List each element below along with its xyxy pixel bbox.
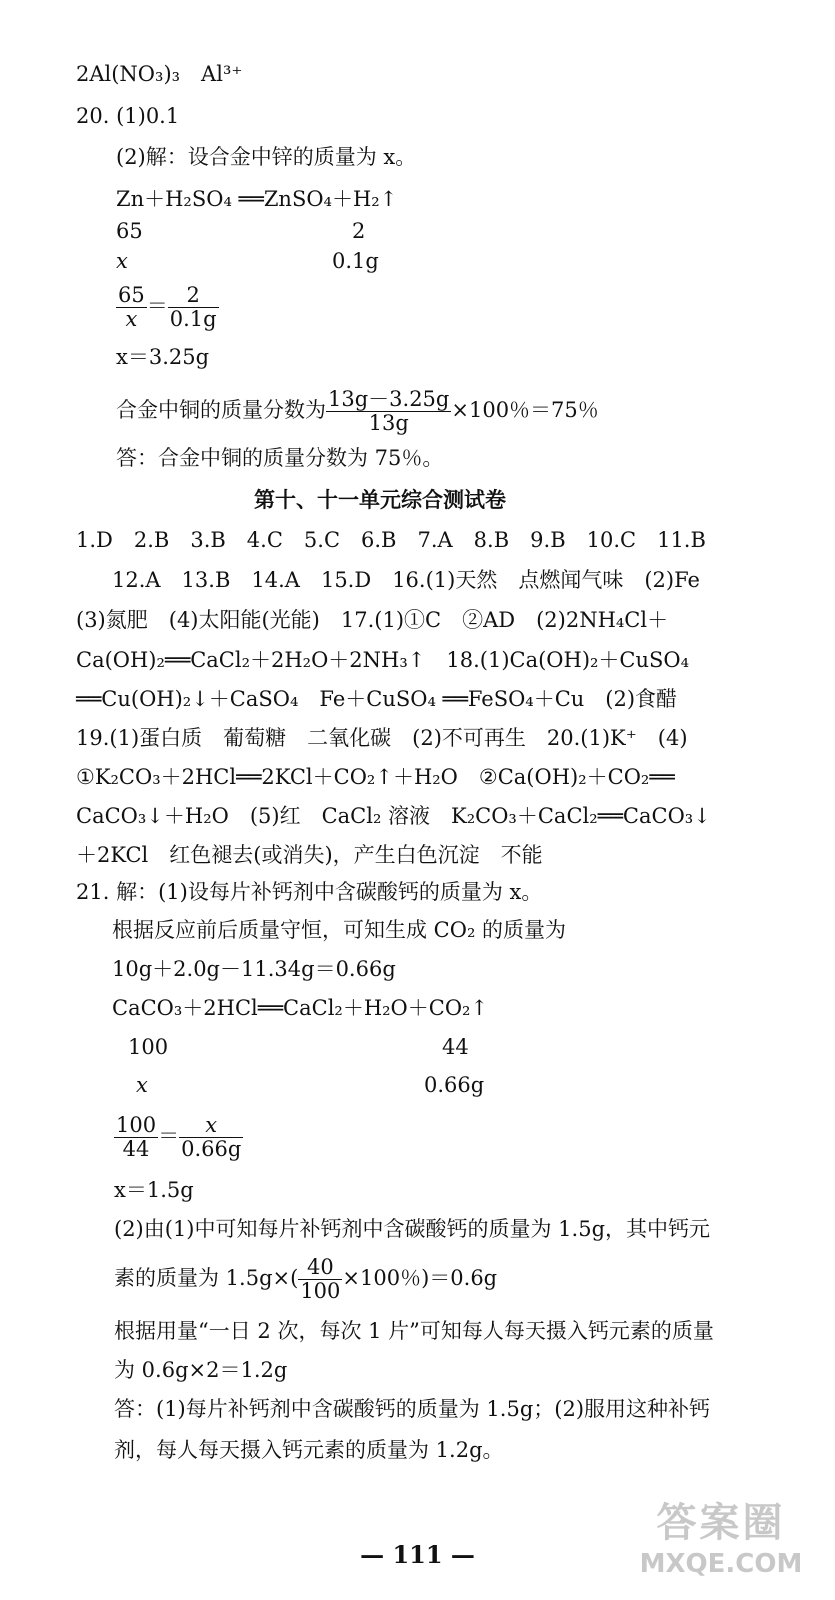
solution-line: 根据用量“一日 2 次，每次 1 片”可知每人每天摄入钙元素的质量 [114, 1319, 714, 1343]
answer-line: CaCO₃↓＋H₂O (5)红 CaCl₂ 溶液 K₂CO₃＋CaCl₂══CaCO₃↓ [76, 804, 711, 828]
fraction: $\frac{65}{x}$ [118, 283, 145, 332]
equation-coefficient: 65 [116, 219, 143, 243]
equation-line: Zn＋H₂SO₄ ══ZnSO₄＋H₂↑ [116, 187, 398, 211]
result-line: x＝1.5g [114, 1178, 194, 1202]
section-title: 第十、十一单元综合测试卷 [254, 487, 506, 512]
answer-line: Ca(OH)₂══CaCl₂＋2H₂O＋2NH₃↑ 18.(1)Ca(OH)₂＋CuSO₄ [76, 648, 690, 672]
equation-coefficient: 44 [442, 1035, 469, 1059]
answer-line: (3)氮肥 (4)太阳能(光能) 17.(1)①C ②AD (2)2NH₄Cl＋ [76, 608, 669, 632]
calculation-line: 10g＋2.0g－11.34g＝0.66g [112, 957, 396, 981]
answer-statement: 剂，每人每天摄入钙元素的质量为 1.2g。 [114, 1438, 504, 1462]
proportion-equation: $\frac{100}{44}$ ＝ $\frac{x}{0.66g}$ [116, 1113, 242, 1162]
watermark-text: 答案圈 [656, 1500, 786, 1546]
percentage-calculation: 合金中铜的质量分数为 $\frac{13g-3.25g}{13g}$ ×100％＝75％ [116, 387, 599, 436]
fraction: $\frac{40}{100}$ [300, 1255, 341, 1304]
watermark-logo [616, 1498, 826, 1594]
answer-line: ＋2KCl 红色褪去(或消失)，产生白色沉淀 不能 [76, 843, 543, 867]
answer-statement: 答：合金中铜的质量分数为 75％。 [116, 446, 444, 470]
answer-line: ①K₂CO₃＋2HCl══2KCl＋CO₂↑＋H₂O ②Ca(OH)₂＋CO₂══ [76, 765, 675, 789]
answer-statement: 答：(1)每片补钙剂中含碳酸钙的质量为 1.5g；(2)服用这种补钙 [114, 1397, 711, 1421]
solution-line: (2)解：设合金中锌的质量为 x。 [116, 145, 417, 169]
equation-line: CaCO₃＋2HCl══CaCl₂＋H₂O＋CO₂↑ [112, 996, 489, 1020]
equation-coefficient: 2 [352, 219, 366, 243]
equation-variable: x [136, 1073, 148, 1097]
equation-coefficient: 100 [128, 1035, 169, 1059]
equation-variable: x [116, 249, 128, 273]
fraction: $\frac{x}{0.66g}$ [181, 1113, 242, 1162]
result-line: x＝3.25g [116, 345, 210, 369]
solution-line: (2)由(1)中可知每片补钙剂中含碳酸钙的质量为 1.5g，其中钙元 [114, 1217, 711, 1241]
calculation-line: 为 0.6g×2＝1.2g [114, 1358, 288, 1382]
calculation-line: 素的质量为 1.5g×( $\frac{40}{100}$ ×100％)＝0.6g [114, 1255, 498, 1304]
solution-line: 根据反应前后质量守恒，可知生成 CO₂ 的质量为 [112, 918, 567, 942]
answer-line: 12.A 13.B 14.A 15.D 16.(1)天然 点燃闻气味 (2)Fe [112, 568, 700, 592]
watermark-url: MXQE.COM [639, 1549, 803, 1579]
page-number: — 111 — [360, 1540, 475, 1569]
fraction: $\frac{13g-3.25g}{13g}$ [328, 387, 450, 436]
fraction: $\frac{2}{0.1g}$ [169, 283, 217, 332]
proportion-equation: $\frac{65}{x}$ ＝ $\frac{2}{0.1g}$ [118, 283, 217, 332]
answer-line: 1.D 2.B 3.B 4.C 5.C 6.B 7.A 8.B 9.B 10.C 11.B [76, 528, 706, 552]
fraction: $\frac{100}{44}$ [116, 1113, 157, 1162]
formula-line: 2Al(NO₃)₃ Al³⁺ [76, 62, 243, 86]
answer-line: 19.(1)蛋白质 葡萄糖 二氧化碳 (2)不可再生 20.(1)K⁺ (4) [76, 726, 688, 750]
answer-line: ══Cu(OH)₂↓＋CaSO₄ Fe＋CuSO₄ ══FeSO₄＋Cu (2)食醋 [76, 687, 678, 711]
equation-value: 0.66g [424, 1073, 485, 1097]
solution-line: 21. 解：(1)设每片补钙剂中含碳酸钙的质量为 x。 [76, 880, 543, 904]
equation-value: 0.1g [332, 249, 379, 273]
answer-line: 20. (1)0.1 [76, 104, 180, 128]
